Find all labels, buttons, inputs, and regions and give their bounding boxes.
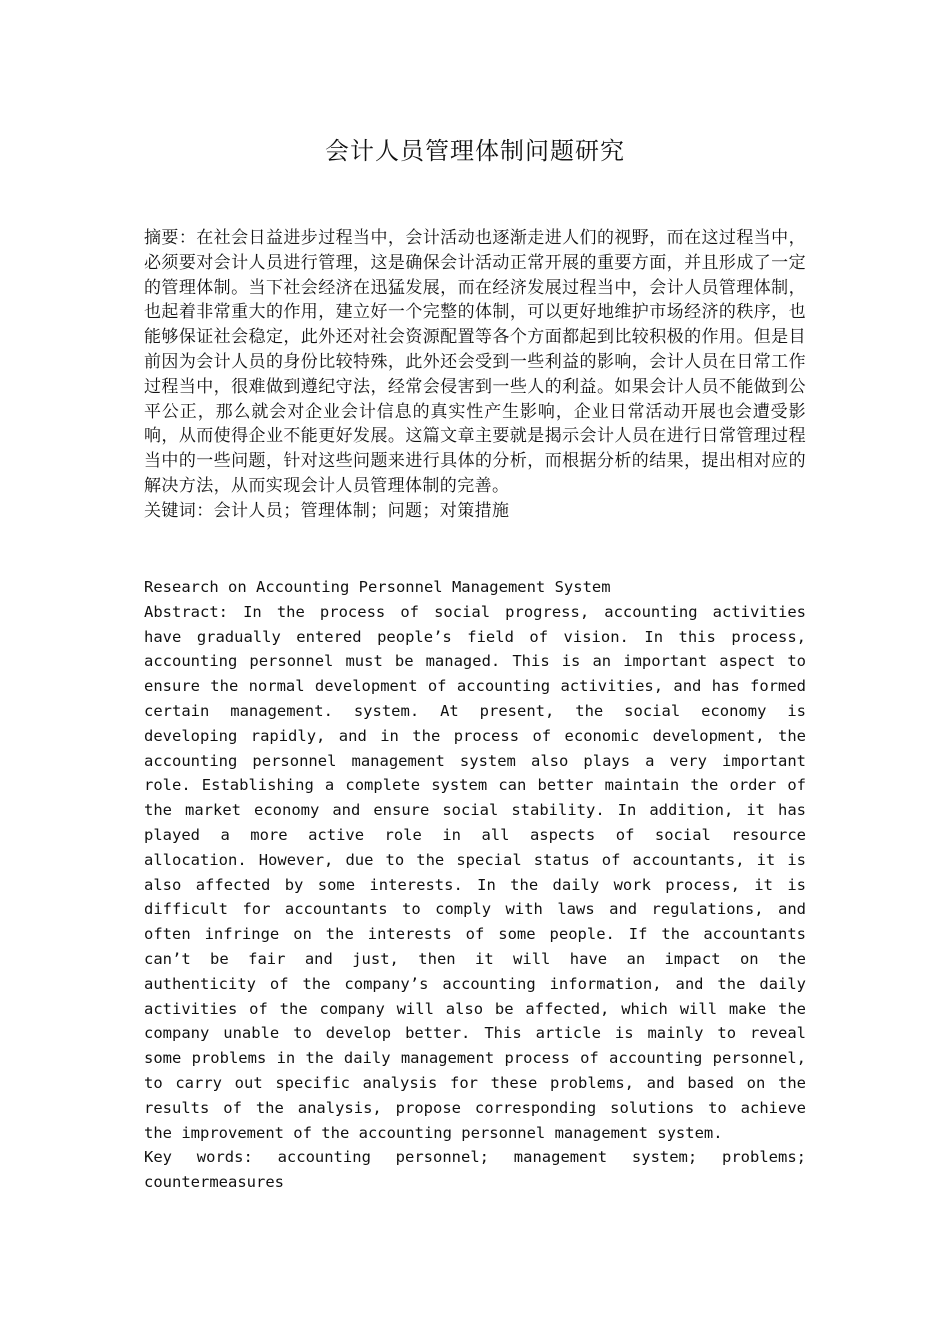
chinese-abstract-label: 摘要： bbox=[144, 228, 197, 248]
chinese-abstract bbox=[144, 226, 806, 499]
english-keywords-label: Key words: bbox=[144, 1148, 278, 1167]
english-keywords bbox=[144, 1145, 806, 1195]
english-abstract-section bbox=[144, 575, 806, 1195]
english-keywords-text: accounting personnel; management system; problems; countermeasures bbox=[144, 1148, 807, 1192]
chinese-abstract-text: 在社会日益进步过程当中，会计活动也逐渐走进人们的视野，而在这过程当中，必须要对会计人员进行管理，这是确保会计活动正常开展的重要方面，并且形成了一定的管理体制。当下社会经济在迅猛发展，而在经济发展过程当中，会计人员管理体制，也起着非常重大的作用，建立好一个完整的体制，可以更好地维护市场经济的秩序，也能够保证社会稳定，此外还对社会资源配置等各个方面都起到比较积极的作用。但是目前因为会计人员的身份比较特殊，此外还会受到一些利益的影响，会计人员在日常工作过程当中，很难做到遵纪守法，经常会侵害到一些人的利益。如果会计人员不能做到公平公正，那么就会对企业会计信息的真实性产生影响，企业日常活动开展也会遭受影响，从而使得企业不能更好发展。这篇文章主要就是揭示会计人员在进行日常管理过程当中的一些问题，针对这些问题来进行具体的分析，而根据分析的结果，提出相对应的解决方法，从而实现会计人员管理体制的完善。 bbox=[144, 228, 806, 496]
english-abstract-label: Abstract: bbox=[144, 602, 244, 621]
chinese-keywords bbox=[144, 499, 806, 524]
chinese-abstract-section bbox=[144, 226, 806, 524]
chinese-keywords-label: 关键词： bbox=[144, 500, 214, 521]
chinese-keywords-text: 会计人员；管理体制；问题；对策措施 bbox=[213, 500, 510, 521]
page-title: 会计人员管理体制问题研究 bbox=[325, 137, 625, 165]
english-title: Research on Accounting Personnel Management System bbox=[144, 578, 611, 596]
english-abstract bbox=[144, 600, 806, 1146]
english-abstract-text: In the process of social progress, accounting activities have gradually entered people’s field of vision. In this process, accounting personnel must be managed. This is an important aspect to ensure the normal development of accounting activities, and has formed certain management. system. At present, the social economy is developing rapidly, and in the process of economic development, the accounting personnel management system also plays a very important role. Establishing a complete system can better maintain the order of the market economy and ensure social stability. In addition, it has played a more active role in all aspects of social resource allocation. However, due to the special status of accountants, it is also affected by some interests. In the daily work process, it is difficult for accountants to comply with laws and regulations, and often infringe on the interests of some people. If the accountants can’t be fair and just, then it will have an impact on the authenticity of the company’s accounting information, and the daily activities of the company will also be affected, which will make the company unable to develop better. This article is mainly to reveal some problems in the daily management process of accounting personnel, to carry out specific analysis for these problems, and based on the results of the analysis, propose corresponding solutions to achieve the improvement of the accounting personnel management system. bbox=[144, 602, 806, 1142]
